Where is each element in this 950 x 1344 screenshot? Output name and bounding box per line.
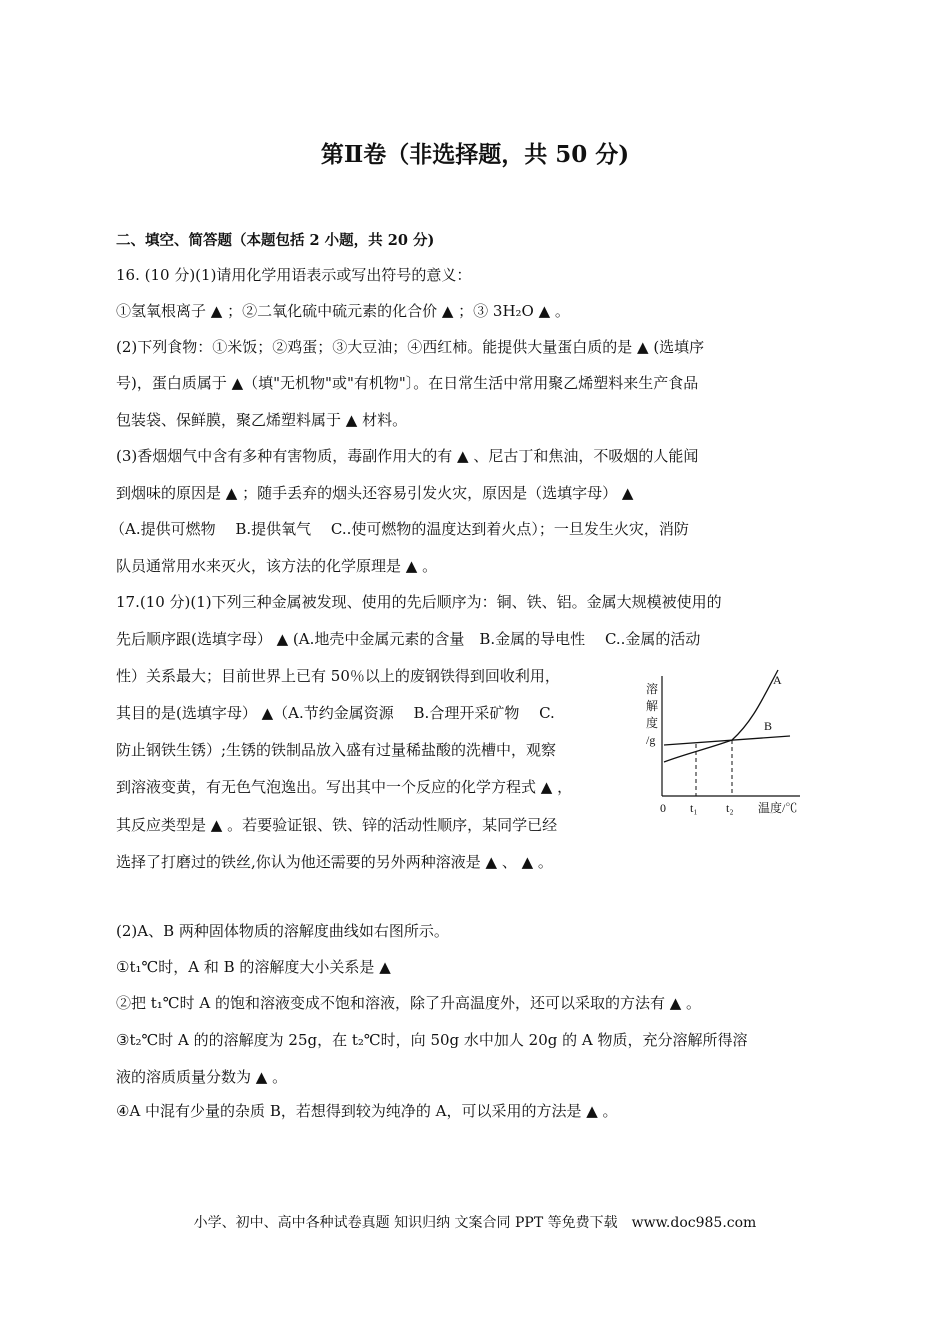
footer-text: 小学、初中、高中各种试卷真题 知识归纳 文案合同 PPT 等免费下载 www.doc985.com: [193, 1215, 757, 1231]
text-line: 液的溶质质量分数为 ▲ 。: [116, 1068, 288, 1086]
text-line: 到烟味的原因是 ▲ ；随手丢弃的烟头还容易引发火灾，原因是（选填字母） ▲: [116, 484, 634, 502]
text-line: (2)下列食物：①米饭；②鸡蛋；③大豆油；④西红柿。能提供大量蛋白质的是 ▲ (选填序: [116, 338, 705, 356]
ylabel-char: /g: [646, 733, 656, 747]
curve-b: [664, 736, 790, 745]
text-line: 队员通常用水来灭火，该方法的化学原理是 ▲ 。: [116, 557, 438, 575]
solubility-chart: [640, 660, 815, 822]
text-line: ④A 中混有少量的杂质 B，若想得到较为纯净的 A，可以采用的方法是 ▲ 。: [116, 1102, 618, 1120]
page-title: 第Ⅱ卷（非选择题，共 50 分): [320, 141, 630, 168]
text-line: ①t₁℃时，A 和 B 的溶解度大小关系是 ▲: [116, 958, 391, 976]
curve-a: [664, 670, 778, 762]
x-axis-label: 温度/℃: [758, 801, 798, 815]
text-line: ②把 t₁℃时 A 的饱和溶液变成不饱和溶液，除了升高温度外，还可以采取的方法有 ▲ 。: [116, 994, 702, 1012]
section-header: 二、填空、简答题（本题包括 2 小题，共 20 分): [116, 232, 435, 249]
text-line: 其目的是(选填字母） ▲（A.节约金属资源 B.合理开采矿物 C.: [116, 704, 555, 722]
text-line: ③t₂℃时 A 的的溶解度为 25g，在 t₂℃时，向 50g 水中加人 20g 的 A 物质，充分溶解所得溶: [116, 1031, 748, 1049]
t1-label: t₁: [690, 801, 698, 815]
text-line: 17.(10 分)(1)下列三种金属被发现、使用的先后顺序为：铜、铁、铝。金属大规模被使用的: [116, 593, 722, 611]
curve-a-label: A: [773, 673, 782, 687]
text-line: ①氢氧根离子 ▲ ；②二氧化硫中硫元素的化合价 ▲ ；③ 3H₂O ▲ 。: [116, 302, 570, 320]
text-line: 号)，蛋白质属于 ▲（填"无机物"或"有机物"〕。在日常生活中常用聚乙烯塑料来生产食品: [116, 374, 699, 392]
text-line: 选择了打磨过的铁丝,你认为他还需要的另外两种溶液是 ▲ 、 ▲ 。: [116, 853, 553, 871]
origin-label: 0: [660, 801, 666, 815]
ylabel-char: 溶: [646, 682, 659, 696]
text-line: 防止钢铁生锈）;生锈的铁制品放入盛有过量稀盐酸的洗槽中，观察: [116, 741, 557, 759]
text-line: 性）关系最大；目前世界上已有 50％以上的废钢铁得到回收利用，: [116, 667, 560, 685]
ylabel-char: 度: [646, 716, 659, 730]
ylabel-char: 解: [646, 699, 659, 713]
text-line: 包装袋、保鲜膜，聚乙烯塑料属于 ▲ 材料。: [116, 411, 408, 429]
t2-label: t₂: [726, 801, 734, 815]
text-line: 先后顺序跟(选填字母） ▲ (A.地壳中金属元素的含量 B.金属的导电性 C..金属的活动: [116, 630, 701, 648]
curve-b-label: B: [764, 719, 773, 733]
text-line: (3)香烟烟气中含有多种有害物质，毒副作用大的有 ▲ 、尼古丁和焦油，不吸烟的人能闻: [116, 447, 699, 465]
text-line: （A.提供可燃物 B.提供氧气 C..使可燃物的温度达到着火点）；一旦发生火灾，消防: [110, 520, 689, 538]
text-line: 其反应类型是 ▲ 。若要验证银、铁、锌的活动性顺序，某同学已经: [116, 816, 558, 834]
text-line: 到溶液变黄，有无色气泡逸出。写出其中一个反应的化学方程式 ▲ ，: [116, 778, 573, 796]
text-line: 16. (10 分)(1)请用化学用语表示或写出符号的意义：: [116, 266, 472, 284]
text-line: (2)A、B 两种固体物质的溶解度曲线如右图所示。: [116, 922, 449, 940]
